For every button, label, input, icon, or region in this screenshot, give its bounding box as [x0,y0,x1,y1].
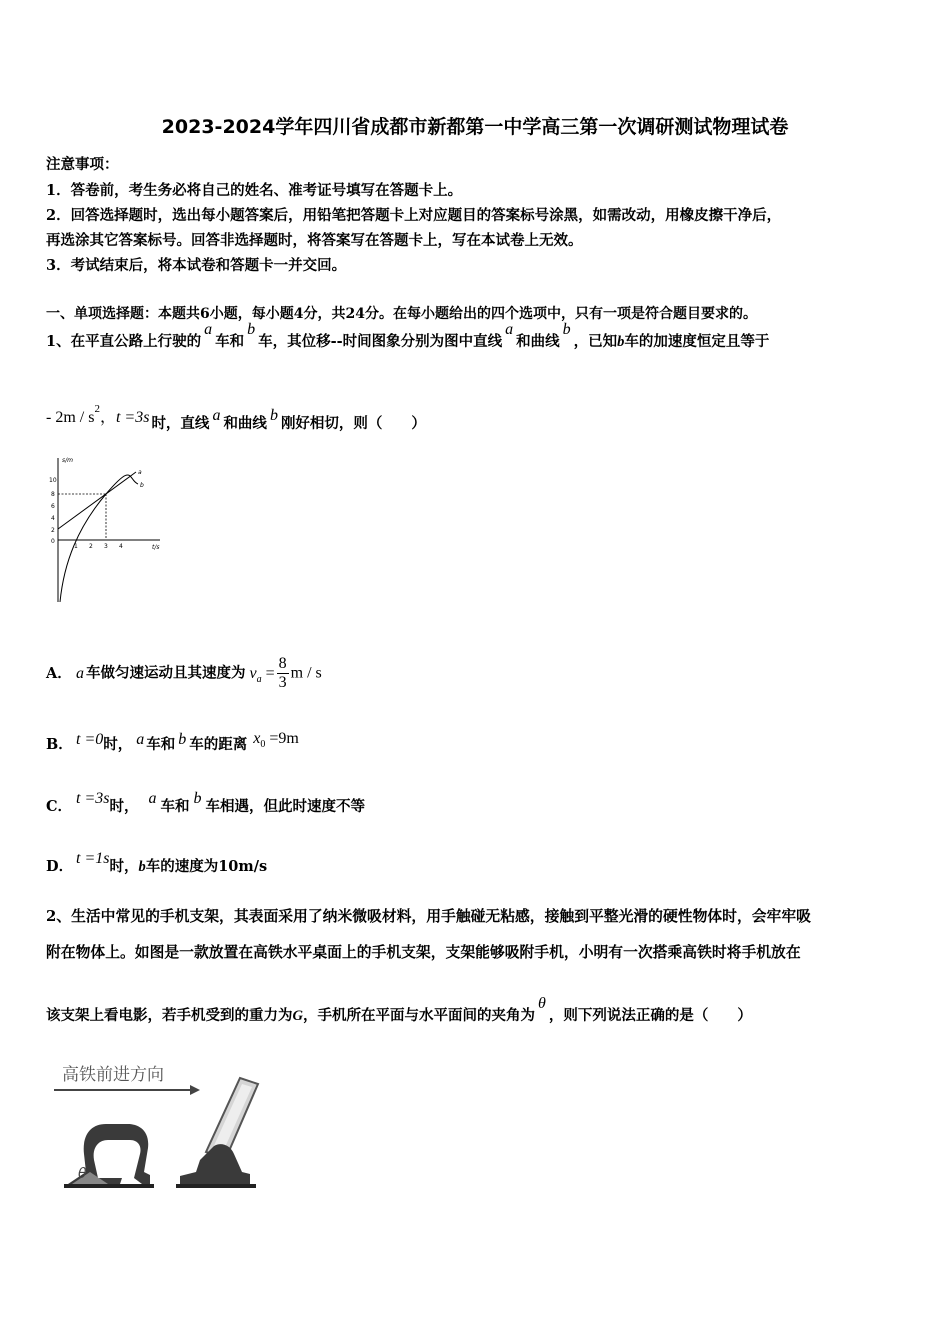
q1-accel: - 2m / s [46,409,95,426]
q1-stem-line1 [46,321,770,351]
option-b-t: t =0 [76,731,104,748]
x-tick-2: 2 [89,543,93,550]
option-b-x: x [253,730,261,747]
q1-text-6: 车的加速度恒定且等于 [624,333,770,350]
q2-var-theta: θ [537,995,546,1012]
notice-item-3: 3．考试结束后，将本试卷和答题卡一并交回。 [46,257,347,274]
notice-heading: 注意事项： [46,156,119,173]
q2-stem-line2: 附在物体上。如图是一款放置在高铁水平桌面上的手机支架，支架能够吸附手机，小明有一次搭乘高铁时将手机放在 [46,944,801,961]
option-a-denominator: 3 [278,674,287,691]
q2-stem-line1: 2、生活中常见的手机支架，其表面采用了纳米微吸材料，用手触碰无粘感，接触到平整光滑的硬性物体时，会牢牢吸 [46,908,811,925]
option-b-var-a: a [136,731,145,748]
q1-text-3: 车，其位移--时间图象分别为图中直线 [258,333,503,350]
q1-option-b [46,730,299,754]
right-stand-base [176,1184,256,1188]
x-tick-3: 3 [104,543,108,550]
q1-var-b-4: b [269,407,278,424]
y-tick-6: 6 [51,503,55,510]
option-b-text-3: 车的距离 [189,736,248,753]
y-tick-2: 2 [51,527,55,534]
option-a-v-sub: a [256,673,262,685]
option-d-label: D． [46,858,74,875]
option-c-var-a: a [148,790,157,807]
section-heading: 一、单项选择题：本题共6小题，每小题4分，共24分。在每小题给出的四个选项中，只有一项是符合题目要求的。 [46,306,757,322]
q2-phone-stand-figure [50,1060,280,1195]
y-tick-0: 0 [51,538,55,545]
q1-var-b-3: b [617,334,625,350]
option-a-label: A． [46,664,72,682]
q1-text-5: ，已知 [573,333,618,350]
notice-item-1: 1．答卷前，考生务必将自己的姓名、准考证号填写在答题卡上。 [46,182,463,199]
option-a-numerator: 8 [278,655,287,672]
q1-displacement-graph [48,452,173,607]
notice-item-2b: 再选涂其它答案标号。回答非选择题时，将答案写在答题卡上，写在本试卷上无效。 [46,232,583,249]
y-axis-label: s/m [62,457,73,464]
q2-var-g: G [292,1008,303,1024]
q1-text-7: 时，直线 [151,415,210,432]
page-title: 2023-2024学年四川省成都市新都第一中学高三第一次调研测试物理试卷 [161,116,789,138]
q2-text-3b: ，手机所在平面与水平面间的夹角为 [302,1007,535,1024]
y-tick-10: 10 [49,477,57,484]
option-a-var-a: a [76,664,84,682]
graph-line-a-label: a [138,469,142,476]
q1-var-a: a [204,321,213,338]
option-c-text-2: 车和 [160,798,190,815]
option-a-unit: m / s [290,664,322,682]
option-b-label: B． [46,736,73,753]
q1-var-a-2: a [505,321,514,338]
q1-option-a [46,655,322,692]
left-stand-angle-label: θ [78,1166,87,1182]
option-d-text-2: 车的速度为10m/s [145,858,268,875]
train-direction-caption: 高铁前进方向 [62,1065,164,1085]
right-stand-body [180,1144,250,1184]
q2-text-3c: ，则下列说法正确的是（ ） [548,1007,752,1024]
q1-stem-line2 [46,403,426,433]
q1-var-b-2: b [562,321,571,338]
option-c-text-3: 车相遇，但此时速度不等 [205,798,365,815]
option-b-var-b: b [178,731,187,748]
x-tick-1: 1 [74,543,78,550]
q1-text-4: 和曲线 [516,333,560,350]
graph-curve-b [60,475,138,602]
q1-t-3s: t =3s [115,409,150,426]
option-b-text-1: 时， [103,736,133,753]
option-d-t: t =1s [76,850,110,867]
option-c-var-b: b [193,790,202,807]
q2-text-3a: 该支架上看电影，若手机受到的重力为 [46,1007,293,1024]
y-tick-4: 4 [51,515,55,522]
option-a-text: 车做匀速运动且其速度为 [86,664,246,682]
q1-var-b: b [247,321,256,338]
left-stand-base [64,1184,154,1188]
y-tick-8: 8 [51,491,55,498]
x-tick-4: 4 [119,543,123,550]
q1-text-8: 和曲线 [223,415,267,432]
option-a-v: v [249,664,257,682]
graph-curve-b-label: b [140,482,144,489]
q1-text-2: 车和 [215,333,245,350]
direction-arrow-head [190,1085,200,1095]
option-b-text-2: 车和 [146,736,176,753]
option-b-x-sub: 0 [260,739,266,750]
q1-option-c [46,790,365,816]
q1-var-a-3: a [212,407,221,424]
option-c-text-1: 时， [109,798,139,815]
option-d-var-b: b [138,859,146,875]
option-a-fraction [277,655,289,692]
option-a-equals: = [265,664,275,682]
x-axis-label: t/s [152,544,160,551]
q1-option-d [46,850,268,876]
option-c-label: C． [46,798,73,815]
q1-text-1: 1、在平直公路上行驶的 [46,333,202,350]
q1-comma: ， [99,409,116,426]
graph-line-a [58,472,136,529]
q2-stem-line3 [46,995,752,1025]
q1-text-9: 刚好相切，则（ ） [280,415,426,432]
option-c-t: t =3s [76,790,110,807]
option-d-text-1: 时， [109,858,139,875]
option-b-value: =9m [269,730,299,747]
notice-item-2a: 2．回答选择题时，选出每小题答案后，用铅笔把答题卡上对应题目的答案标号涂黑，如需改动，用橡皮擦干净后， [46,207,782,224]
q1-accel-exponent: 2 [94,403,100,416]
